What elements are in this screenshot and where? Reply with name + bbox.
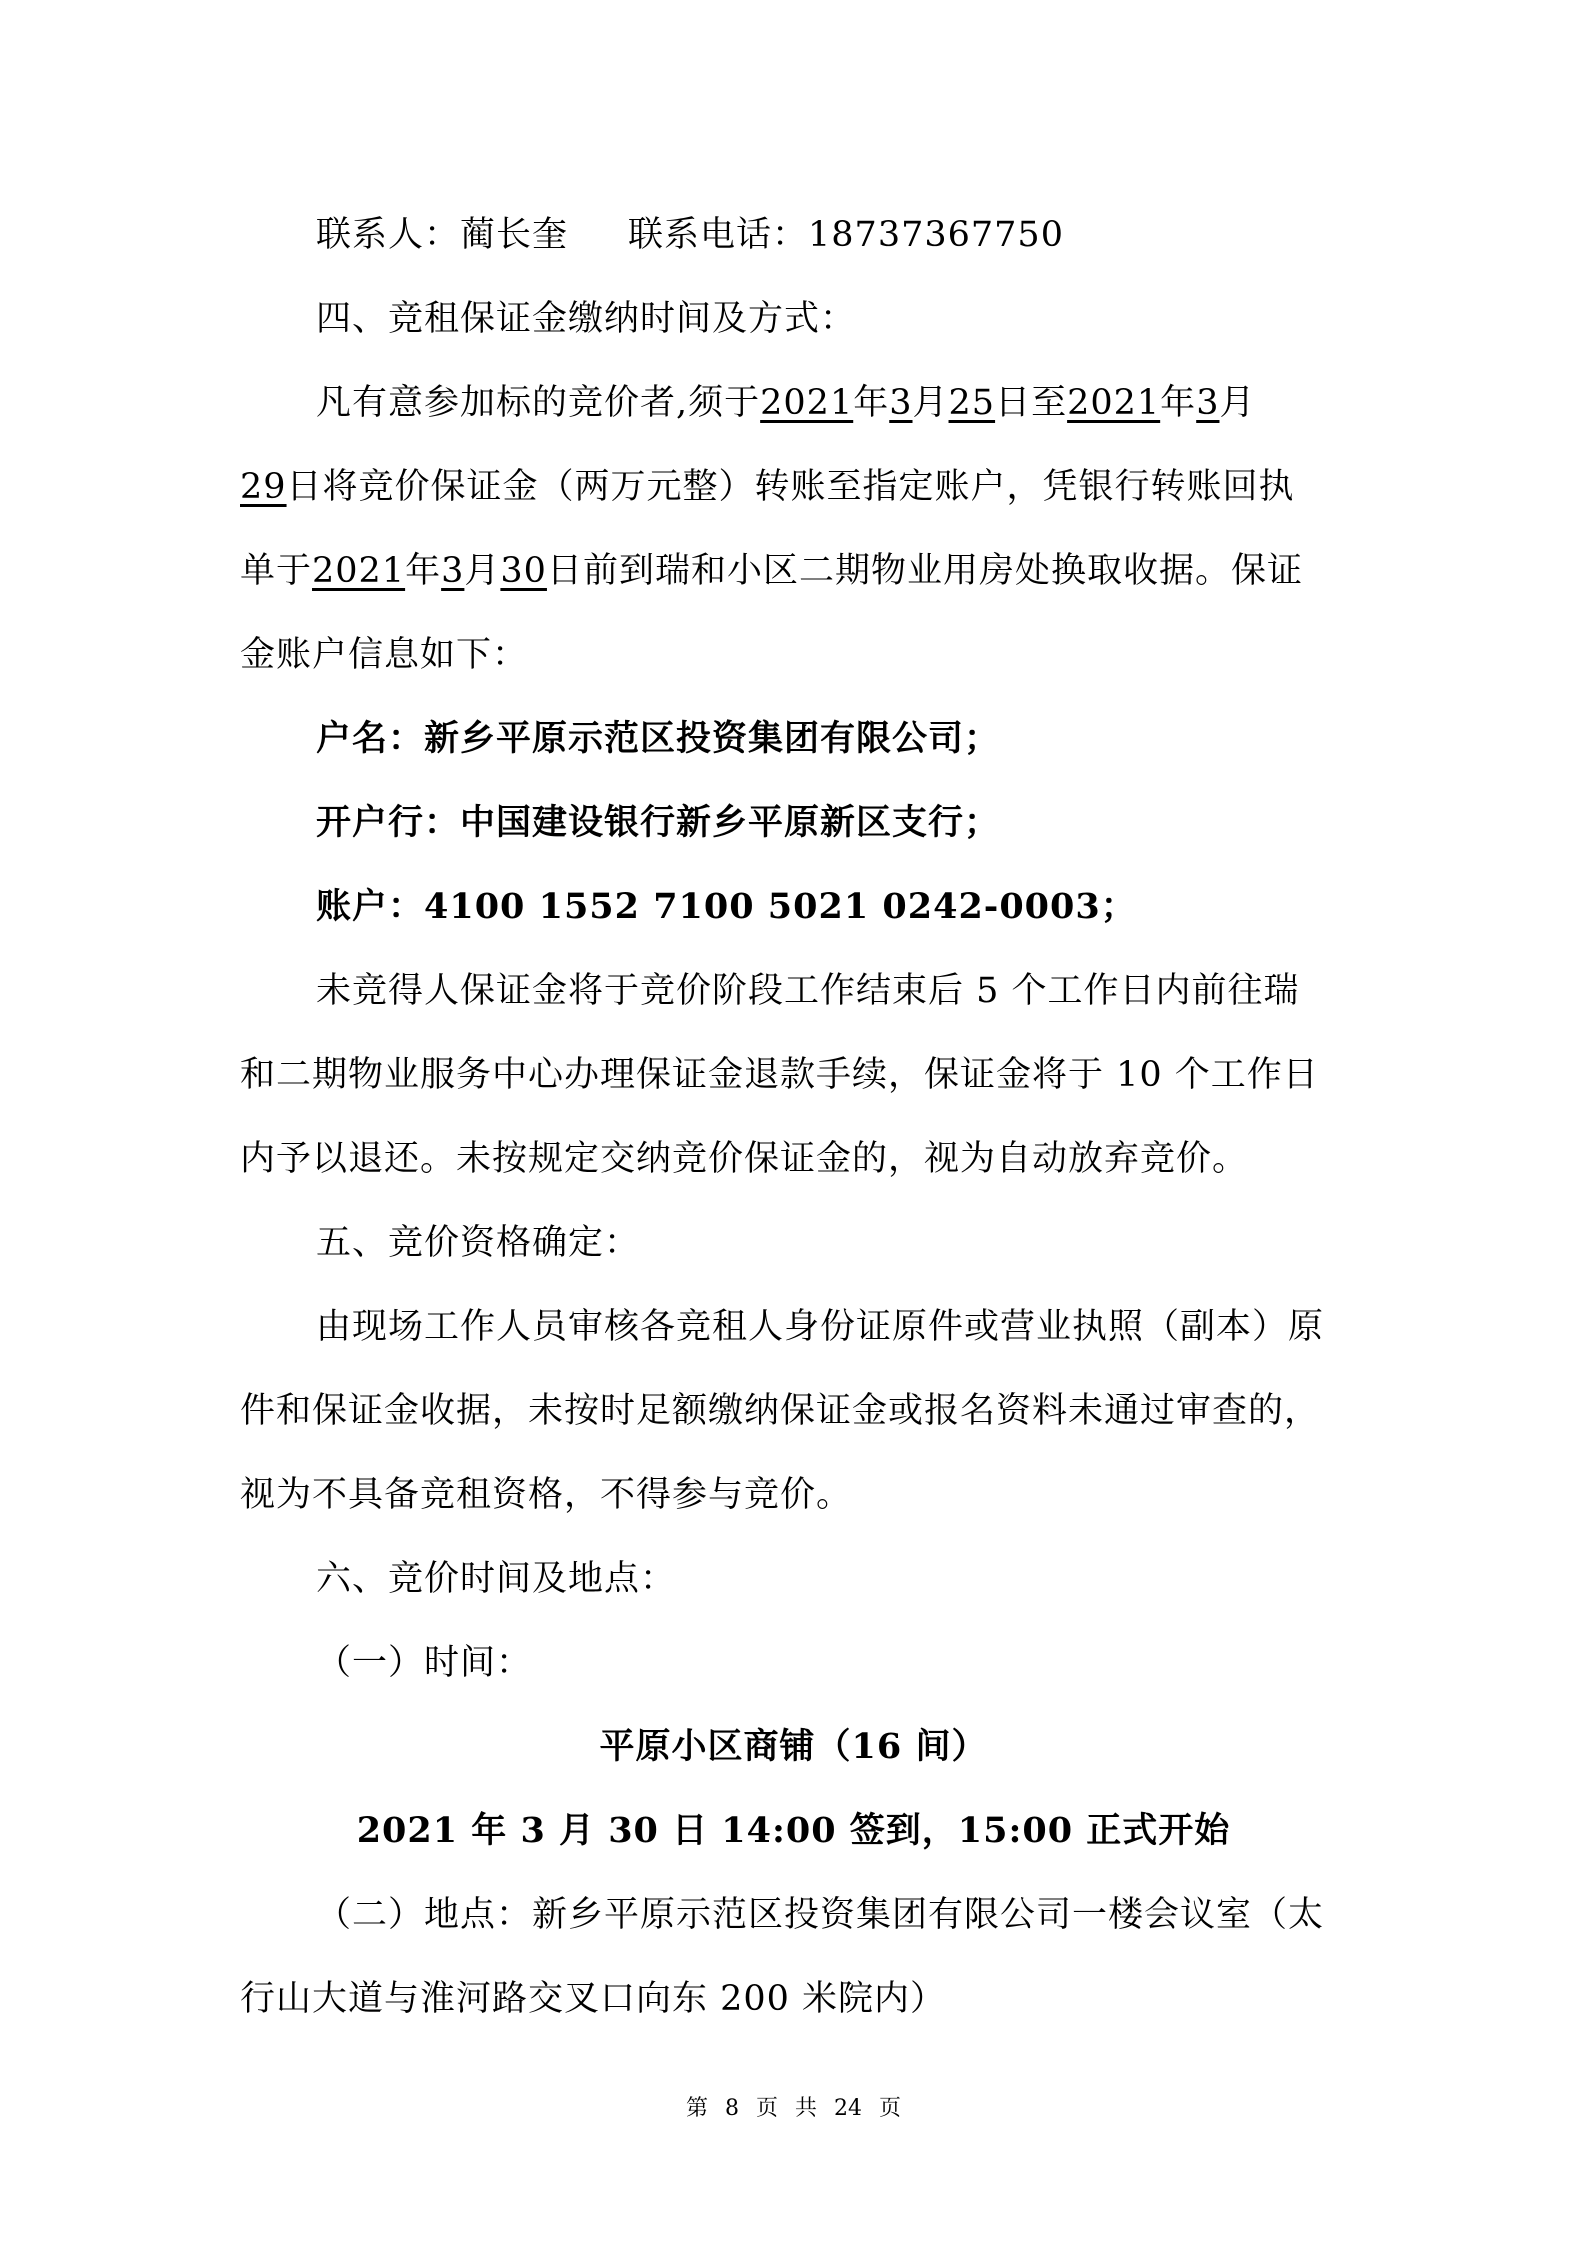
text-run: 日将竞价保证金（两万元整）转账至指定账户，凭银行转账回执 (286, 467, 1295, 507)
date-day: 29 (240, 467, 287, 507)
deposit-paragraph-line-1 (0, 380, 1587, 426)
date-month: 3 (1196, 383, 1220, 423)
text-run: 日前到瑞和小区二期物业用房处换取收据。保证 (546, 551, 1303, 591)
contact-person: 联系人：蔺长奎 (316, 215, 569, 255)
refund-line-3: 内予以退还。未按规定交纳竞价保证金的，视为自动放弃竞价。 (240, 1139, 1249, 1179)
text-run: 月 (464, 551, 501, 591)
place-line-2: 行山大道与淮河路交叉口向东 200 米院内） (240, 1979, 947, 2019)
time-label: （一）时间： (316, 1643, 533, 1683)
date-year: 2021 (760, 383, 854, 423)
auction-schedule: 2021 年 3 月 30 日 14:00 签到，15:00 正式开始 (356, 1810, 1231, 1851)
account-bank: 开户行：中国建设银行新乡平原新区支行； (316, 802, 1001, 843)
page-number-footer: 第 8 页 共 24 页 (686, 2096, 901, 2121)
section-4-heading: 四、竞租保证金缴纳时间及方式： (316, 299, 857, 339)
text-run: 月 (1219, 383, 1256, 423)
contact-phone: 联系电话：18737367750 (628, 215, 1064, 255)
section-6-heading: 六、竞价时间及地点： (316, 1559, 677, 1599)
text-run: 凡有意参加标的竞价者,须于 (316, 383, 761, 423)
date-month: 3 (441, 551, 465, 591)
refund-line-1: 未竞得人保证金将于竞价阶段工作结束后 5 个工作日内前往瑞 (316, 971, 1300, 1011)
qualification-line-3: 视为不具备竞租资格，不得参与竞价。 (240, 1475, 853, 1515)
refund-line-2: 和二期物业服务中心办理保证金退款手续，保证金将于 10 个工作日 (240, 1055, 1319, 1095)
deposit-paragraph-line-2 (0, 464, 1587, 510)
date-month: 3 (889, 383, 913, 423)
text-run: 日至 (995, 383, 1068, 423)
date-year: 2021 (1067, 383, 1161, 423)
venue-title: 平原小区商铺（16 间） (599, 1726, 988, 1767)
deposit-paragraph-line-4: 金账户信息如下： (240, 635, 529, 675)
account-number: 账户：4100 1552 7100 5021 0242-0003； (316, 886, 1137, 927)
deposit-paragraph-line-3 (0, 548, 1587, 594)
text-run: 年 (405, 551, 442, 591)
qualification-line-2: 件和保证金收据，未按时足额缴纳保证金或报名资料未通过审查的， (240, 1391, 1321, 1431)
date-day: 30 (500, 551, 547, 591)
section-5-heading: 五、竞价资格确定： (316, 1223, 641, 1263)
qualification-line-1: 由现场工作人员审核各竞租人身份证原件或营业执照（副本）原 (316, 1307, 1325, 1347)
date-year: 2021 (312, 551, 406, 591)
text-run: 月 (912, 383, 949, 423)
account-name: 户名：新乡平原示范区投资集团有限公司； (316, 718, 1001, 759)
text-run: 单于 (240, 551, 313, 591)
text-run: 年 (853, 383, 890, 423)
contact-line (0, 212, 1587, 258)
place-line-1: （二）地点：新乡平原示范区投资集团有限公司一楼会议室（太 (316, 1895, 1325, 1935)
text-run: 年 (1160, 383, 1197, 423)
date-day: 25 (948, 383, 996, 423)
